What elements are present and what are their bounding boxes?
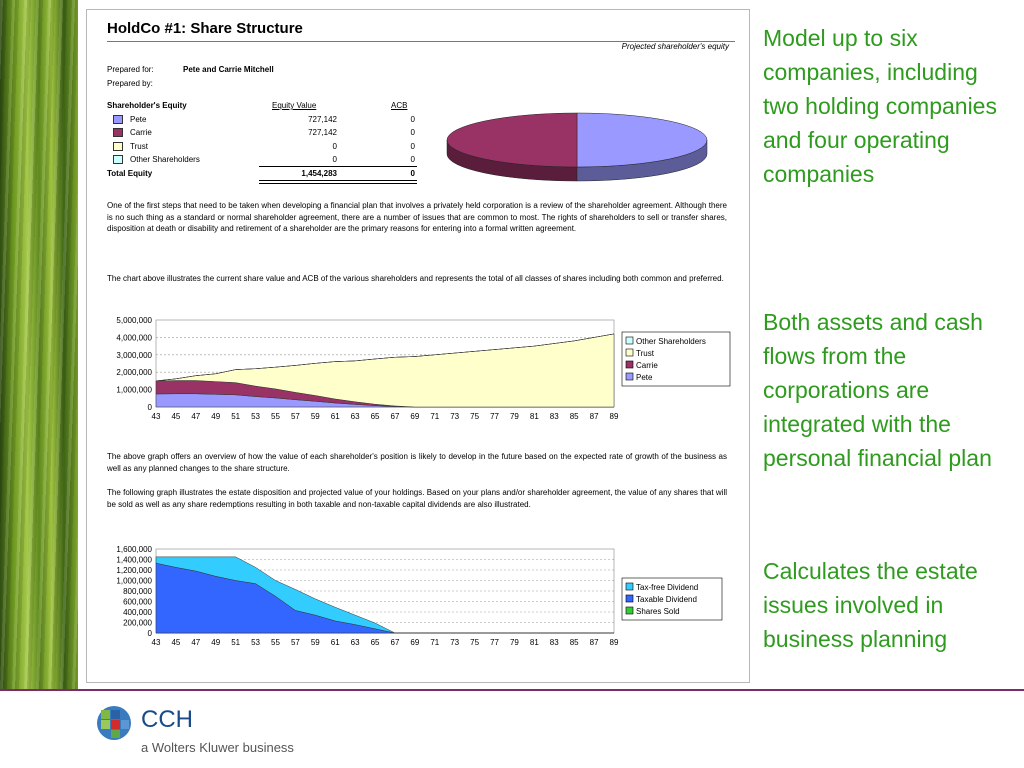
legend-swatch bbox=[626, 373, 633, 380]
legend-label: Taxable Dividend bbox=[636, 595, 697, 604]
legend-swatch bbox=[626, 361, 633, 368]
total-rule bbox=[259, 166, 417, 167]
x-tick-label: 47 bbox=[191, 412, 201, 421]
x-tick-label: 79 bbox=[509, 638, 519, 647]
y-tick-label: 200,000 bbox=[123, 618, 152, 628]
x-tick-label: 51 bbox=[231, 638, 241, 647]
x-tick-label: 57 bbox=[290, 638, 300, 647]
y-tick-label: 1,200,000 bbox=[116, 566, 152, 575]
estate-disposition-area-chart bbox=[102, 544, 732, 654]
row-acb: 0 bbox=[410, 115, 415, 124]
x-tick-label: 67 bbox=[390, 638, 400, 647]
x-tick-label: 65 bbox=[370, 638, 380, 647]
paragraph-1: One of the first steps that need to be taken when developing a financial plan that involves a privately held corporation is a review of the shareholder agreement. Although there is no such thing as a standard or normal shareholder agreement, there are a number of issues that are common to most. The rights of shareholders to sell or transfer shares, disposition at death or disability and retirement of a shareholder are the primary reasons for entering into a formal written agreement. bbox=[107, 201, 727, 233]
report-subtitle: Projected shareholder's equity bbox=[621, 42, 729, 51]
x-tick-label: 73 bbox=[450, 412, 460, 421]
x-tick-label: 53 bbox=[251, 638, 261, 647]
x-tick-label: 73 bbox=[450, 638, 460, 647]
legend-swatch-pete bbox=[113, 115, 127, 124]
x-tick-label: 83 bbox=[549, 638, 559, 647]
y-tick-label: 0 bbox=[147, 403, 152, 412]
x-tick-label: 61 bbox=[330, 412, 340, 421]
x-tick-label: 75 bbox=[470, 638, 480, 647]
total-label: Total Equity bbox=[107, 169, 153, 178]
x-tick-label: 63 bbox=[350, 638, 360, 647]
row-name: Trust bbox=[130, 142, 148, 151]
x-tick-label: 63 bbox=[350, 412, 360, 421]
row-acb: 0 bbox=[410, 155, 415, 164]
legend-swatch-trust bbox=[113, 142, 127, 151]
prepared-for-value: Pete and Carrie Mitchell bbox=[183, 65, 274, 74]
legend-swatch-other bbox=[113, 155, 127, 164]
brand-name: CCH bbox=[141, 706, 193, 733]
legend-label: Pete bbox=[636, 373, 653, 382]
feature-text-1: Model up to six companies, including two holding companies and four operating companies bbox=[763, 25, 997, 187]
total-value: 1,454,283 bbox=[301, 169, 337, 178]
x-tick-label: 43 bbox=[151, 412, 161, 421]
x-tick-label: 83 bbox=[549, 412, 559, 421]
legend-label: Shares Sold bbox=[636, 607, 680, 616]
y-tick-label: 1,400,000 bbox=[116, 555, 152, 565]
grass-background-image bbox=[0, 0, 78, 690]
x-tick-label: 71 bbox=[430, 412, 440, 421]
x-tick-label: 69 bbox=[410, 638, 420, 647]
x-tick-label: 79 bbox=[509, 412, 519, 421]
table-header-acb: ACB bbox=[391, 101, 408, 110]
cch-logo bbox=[95, 704, 294, 755]
y-tick-label: 800,000 bbox=[123, 587, 152, 596]
legend-label: Tax-free Dividend bbox=[636, 583, 699, 592]
row-name: Other Shareholders bbox=[130, 155, 200, 164]
x-tick-label: 81 bbox=[529, 638, 539, 647]
x-tick-label: 87 bbox=[589, 638, 599, 647]
x-tick-label: 61 bbox=[330, 638, 340, 647]
legend-swatch bbox=[626, 595, 633, 602]
y-tick-label: 600,000 bbox=[123, 597, 152, 607]
y-tick-label: 1,600,000 bbox=[116, 545, 152, 554]
x-tick-label: 81 bbox=[529, 412, 539, 421]
paragraph-4: The following graph illustrates the estate disposition and projected value of your holdings. Based on your plans and/or shareholder agreement, the value of any shares that will be sold as well as any share redemptions resulting in both taxable and non-taxable capital dividends are also illustrated. bbox=[107, 488, 727, 509]
legend-label: Carrie bbox=[636, 361, 658, 370]
row-name: Pete bbox=[130, 115, 147, 124]
x-tick-label: 47 bbox=[191, 638, 201, 647]
row-value: 0 bbox=[332, 155, 337, 164]
x-tick-label: 87 bbox=[589, 412, 599, 421]
x-tick-label: 55 bbox=[271, 412, 280, 421]
legend-swatch bbox=[626, 337, 633, 344]
legend-label: Trust bbox=[636, 349, 654, 358]
cch-globe-icon bbox=[95, 704, 135, 744]
equity-pie-chart bbox=[437, 98, 727, 198]
legend-swatch bbox=[626, 583, 633, 590]
x-tick-label: 45 bbox=[171, 412, 181, 421]
x-tick-label: 65 bbox=[370, 412, 380, 421]
x-tick-label: 75 bbox=[470, 412, 480, 421]
row-value: 727,142 bbox=[308, 128, 337, 137]
y-tick-label: 5,000,000 bbox=[116, 316, 152, 325]
x-tick-label: 43 bbox=[151, 638, 161, 647]
report-page bbox=[86, 9, 750, 683]
x-tick-label: 77 bbox=[490, 638, 499, 647]
shareholder-value-area-chart bbox=[102, 312, 732, 430]
x-tick-label: 55 bbox=[271, 638, 280, 647]
x-tick-label: 71 bbox=[430, 638, 440, 647]
row-value: 727,142 bbox=[308, 115, 337, 124]
x-tick-label: 51 bbox=[231, 412, 241, 421]
y-tick-label: 0 bbox=[147, 629, 152, 638]
legend-swatch bbox=[626, 607, 633, 614]
x-tick-label: 67 bbox=[390, 412, 400, 421]
feature-text-2: Both assets and cash flows from the corporations are integrated with the personal financial plan bbox=[763, 309, 992, 471]
paragraph-3: The above graph offers an overview of how the value of each shareholder's position is likely to develop in the future based on the expected rate of growth of the business as well as any planned changes to the share structure. bbox=[107, 452, 727, 473]
x-tick-label: 89 bbox=[609, 412, 619, 421]
x-tick-label: 69 bbox=[410, 412, 420, 421]
brand-tagline: a Wolters Kluwer business bbox=[141, 740, 294, 755]
feature-text-3: Calculates the estate issues involved in business planning bbox=[763, 558, 978, 652]
x-tick-label: 77 bbox=[490, 412, 499, 421]
row-name: Carrie bbox=[130, 128, 152, 137]
y-tick-label: 1,000,000 bbox=[116, 385, 152, 395]
prepared-by-label: Prepared by: bbox=[107, 79, 153, 88]
y-tick-label: 3,000,000 bbox=[116, 350, 152, 360]
row-acb: 0 bbox=[410, 128, 415, 137]
prepared-for-label: Prepared for: bbox=[107, 65, 154, 74]
x-tick-label: 89 bbox=[609, 638, 619, 647]
x-tick-label: 53 bbox=[251, 412, 261, 421]
total-double-rule bbox=[259, 180, 417, 184]
report-title: HoldCo #1: Share Structure bbox=[107, 20, 303, 37]
x-tick-label: 45 bbox=[171, 638, 181, 647]
y-tick-label: 1,000,000 bbox=[116, 576, 152, 586]
x-tick-label: 57 bbox=[290, 412, 300, 421]
x-tick-label: 49 bbox=[211, 412, 221, 421]
row-value: 0 bbox=[332, 142, 337, 151]
x-tick-label: 59 bbox=[310, 638, 320, 647]
x-tick-label: 85 bbox=[569, 638, 579, 647]
legend-swatch bbox=[626, 349, 633, 356]
paragraph-2: The chart above illustrates the current share value and ACB of the various shareholders and represents the total of all classes of shares including both common and preferred. bbox=[107, 274, 724, 283]
row-acb: 0 bbox=[410, 142, 415, 151]
x-tick-label: 49 bbox=[211, 638, 221, 647]
x-tick-label: 85 bbox=[569, 412, 579, 421]
y-tick-label: 2,000,000 bbox=[116, 368, 152, 378]
legend-label: Other Shareholders bbox=[636, 337, 706, 346]
legend-swatch-carrie bbox=[113, 128, 127, 137]
total-acb: 0 bbox=[410, 169, 415, 178]
x-tick-label: 59 bbox=[310, 412, 320, 421]
table-header-value: Equity Value bbox=[272, 101, 317, 110]
y-tick-label: 400,000 bbox=[123, 608, 152, 617]
footer-divider bbox=[0, 689, 1024, 691]
y-tick-label: 4,000,000 bbox=[116, 333, 152, 343]
table-header-shareholder: Shareholder's Equity bbox=[107, 101, 187, 110]
